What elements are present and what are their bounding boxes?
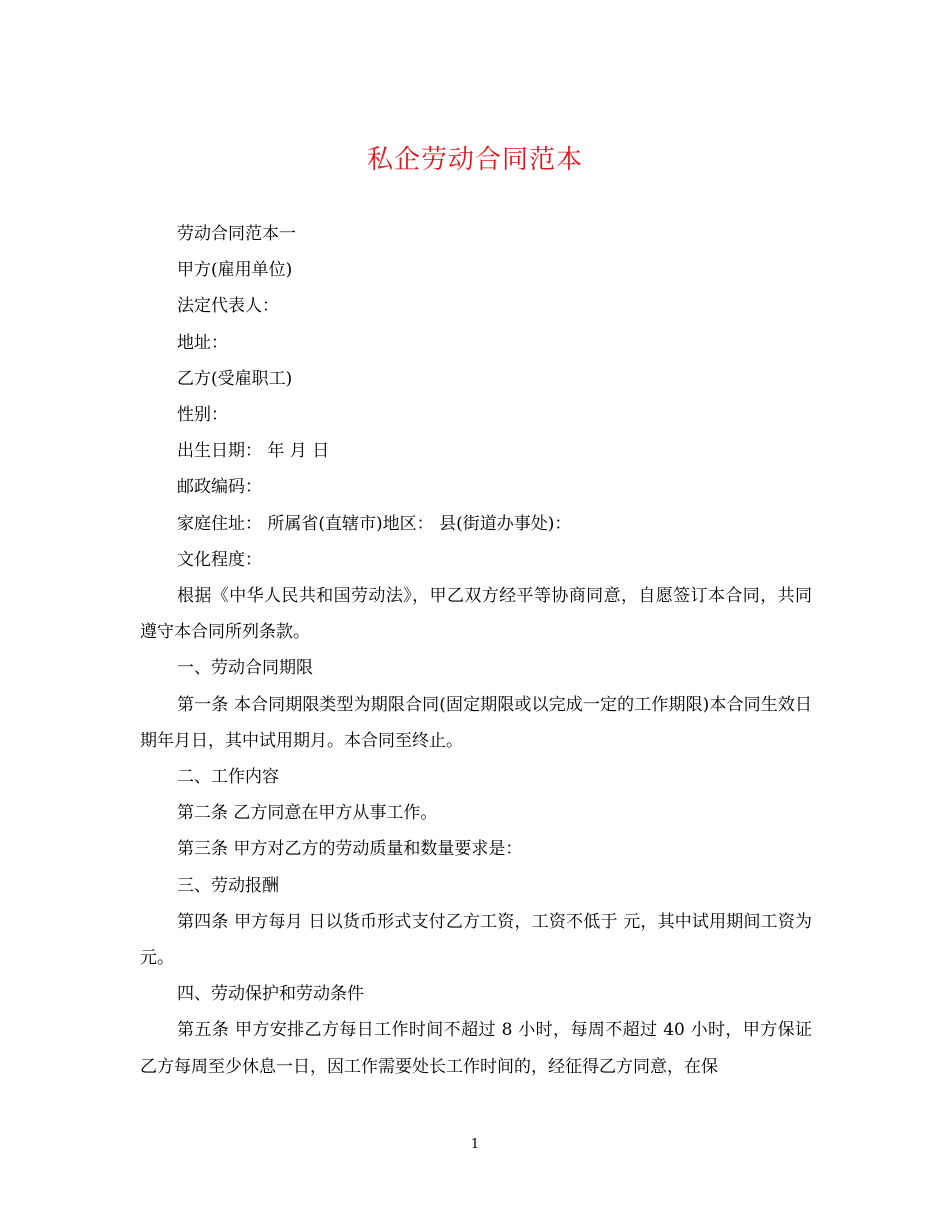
paragraph: 出生日期： 年 月 日: [177, 441, 330, 462]
paragraph: 法定代表人：: [177, 296, 279, 317]
paragraph: 乙方(受雇职工): [177, 368, 293, 389]
paragraph: 第二条 乙方同意在甲方从事工作。: [177, 803, 438, 824]
paragraph: 甲方(雇用单位): [177, 260, 293, 281]
paragraph: 第三条 甲方对乙方的劳动质量和数量要求是：: [177, 839, 523, 860]
paragraph: 性别：: [177, 405, 228, 426]
section-heading: 三、劳动报酬: [177, 875, 279, 896]
document-body: [140, 216, 812, 1085]
section-heading: 四、劳动保护和劳动条件: [177, 984, 364, 1005]
paragraph: 地址：: [177, 332, 228, 353]
paragraph: 劳动合同范本一: [177, 224, 296, 244]
document-title: 私企劳动合同范本: [366, 145, 583, 175]
page-number: 1: [470, 1137, 480, 1152]
paragraph: 家庭住址： 所属省(直辖市)地区： 县(街道办事处)：: [177, 513, 572, 534]
paragraph: 第一条 本合同期限类型为期限合同(固定期限或以完成一定的工作期限)本合同生效日期年月日，其中试用期月。本合同至终止。: [140, 694, 812, 751]
paragraph: 第五条 甲方安排乙方每日工作时间不超过 8 小时，每周不超过 40 小时，甲方保证乙方每周至少休息一日，因工作需要处长工作时间的，经征得乙方同意，在保: [140, 1020, 812, 1077]
paragraph: 第四条 甲方每月 日以货币形式支付乙方工资，工资不低于 元，其中试用期间工资为 元。: [140, 911, 812, 969]
section-heading: 一、劳动合同期限: [177, 658, 313, 679]
paragraph: 邮政编码：: [177, 477, 262, 498]
section-heading: 二、工作内容: [177, 767, 279, 788]
paragraph: 根据《中华人民共和国劳动法》，甲乙双方经平等协商同意，自愿签订本合同，共同遵守本合同所列条款。: [140, 586, 812, 643]
paragraph: 文化程度：: [177, 549, 262, 570]
